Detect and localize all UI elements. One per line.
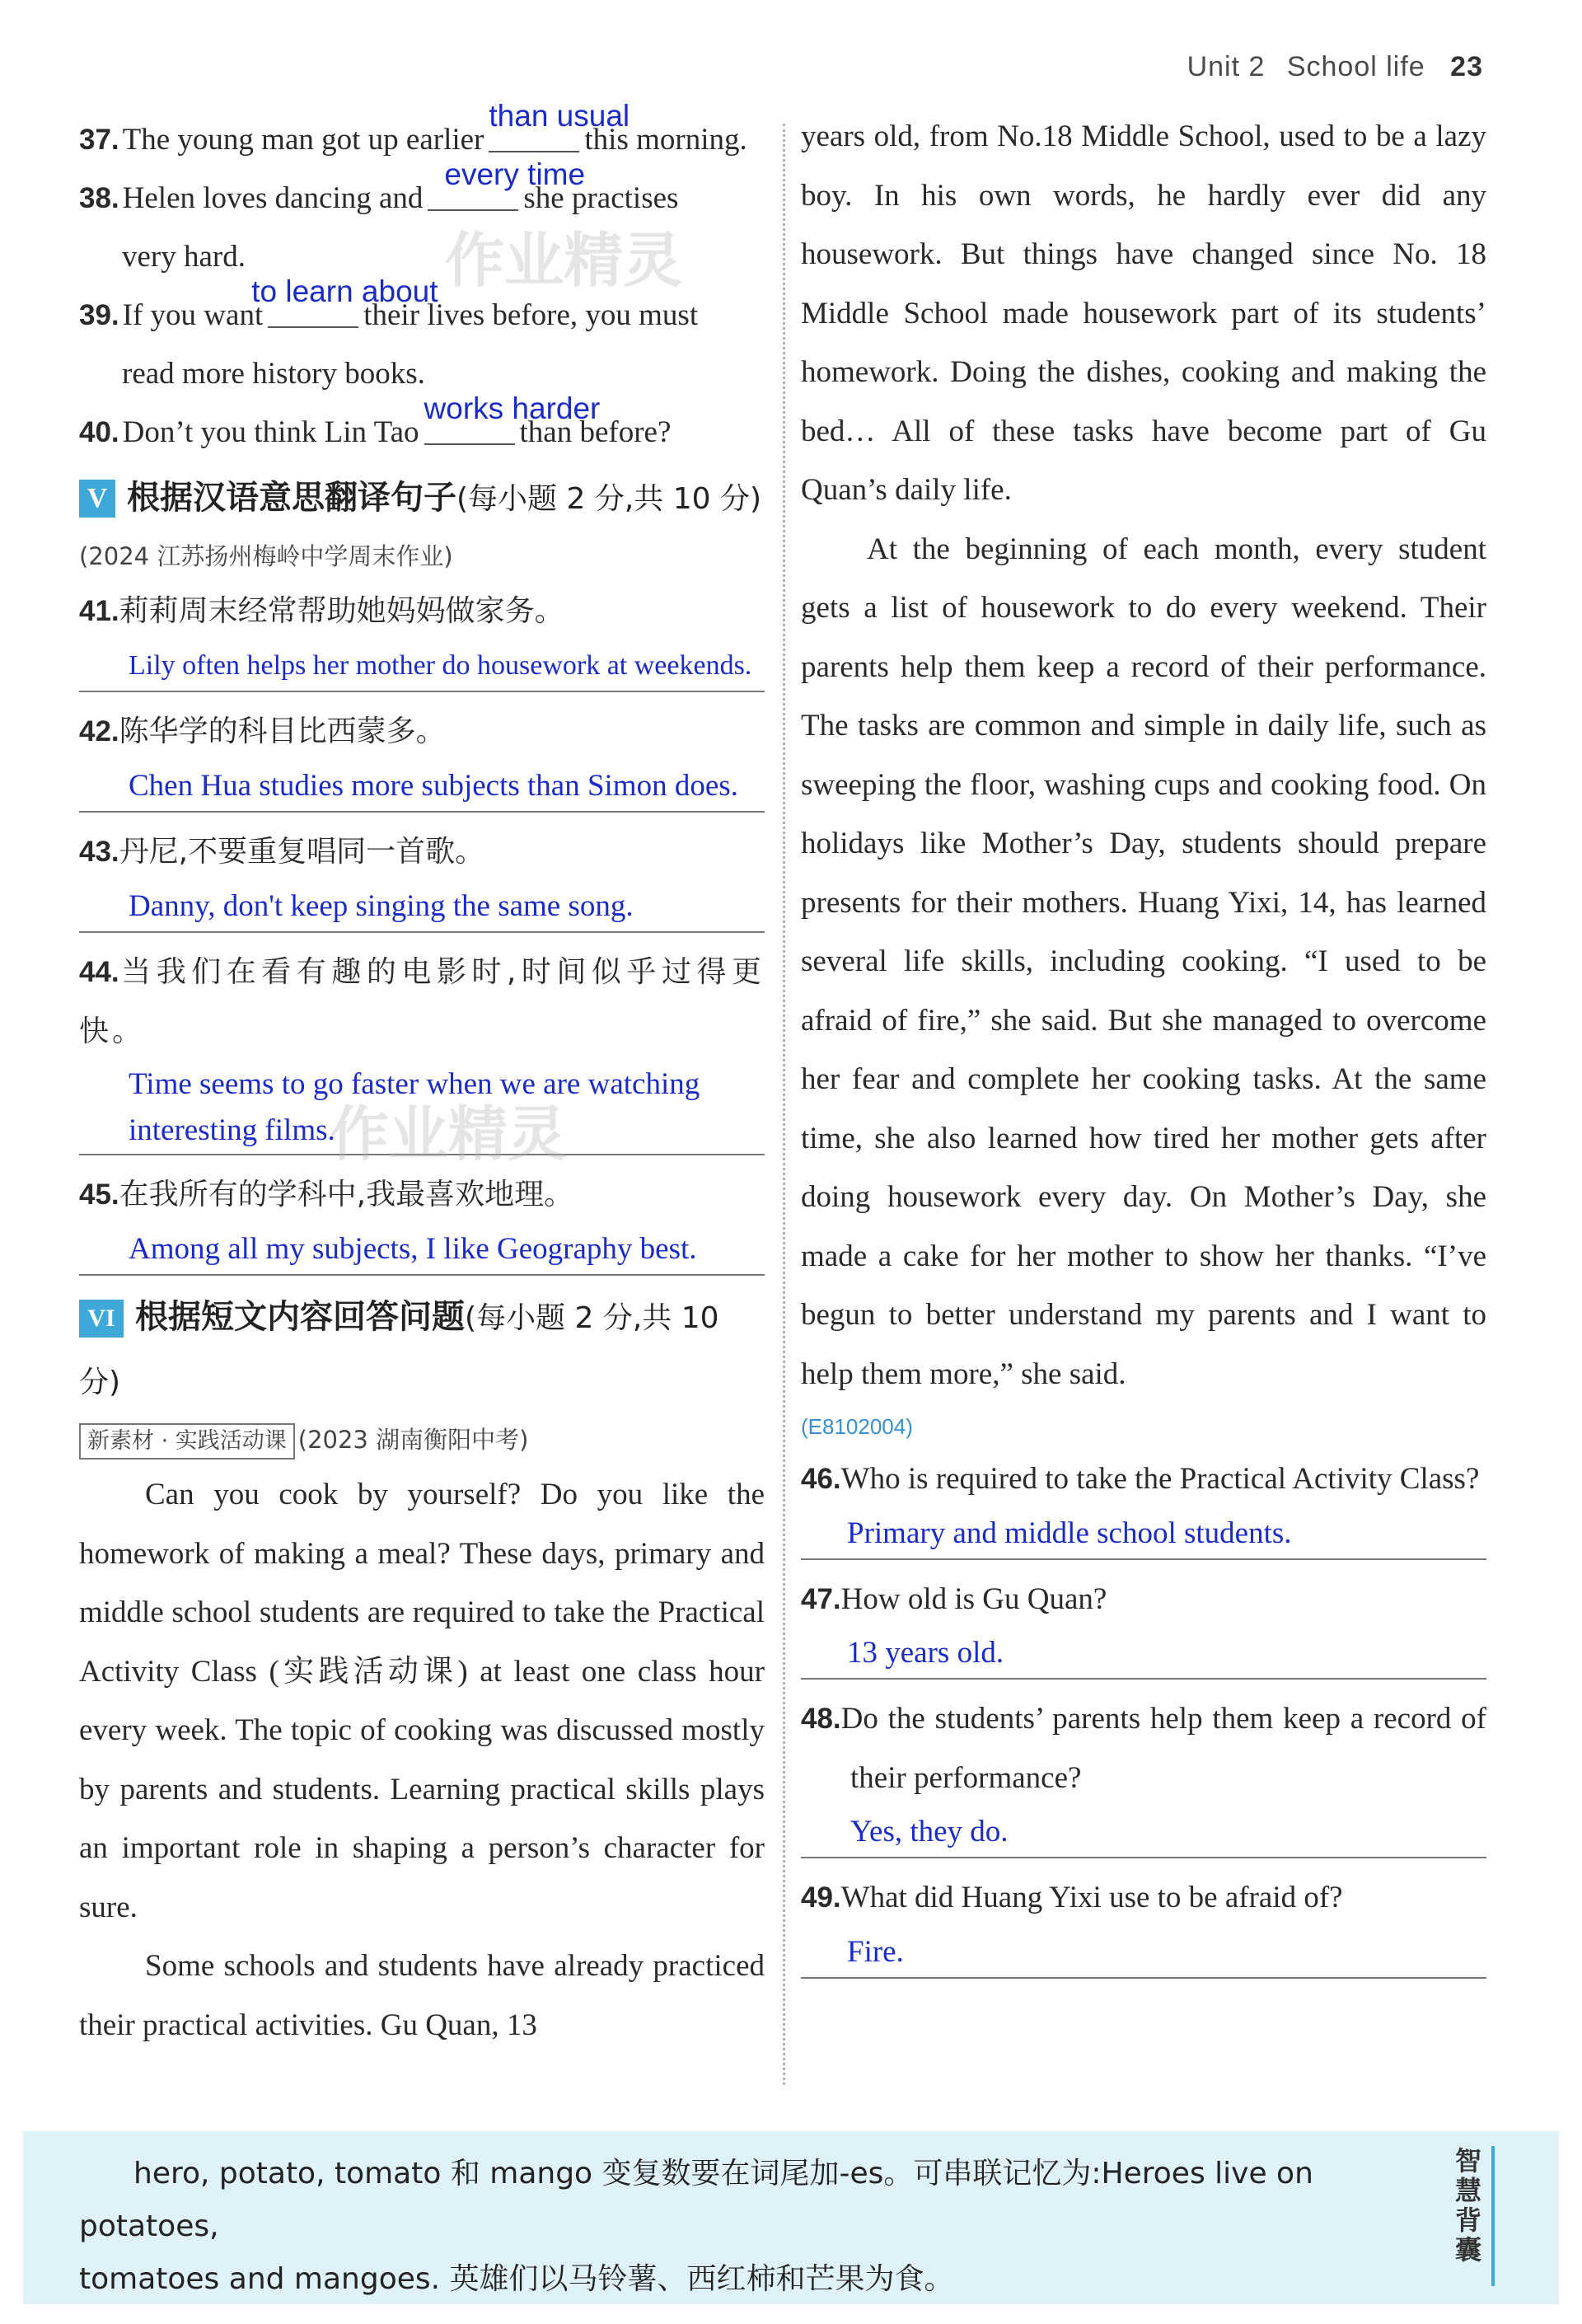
question-39 (79, 274, 765, 344)
answer-blank[interactable] (424, 391, 601, 445)
chinese-sentence: 陈华学的科目比西蒙多。 (119, 715, 446, 748)
question-number: 46. (801, 1463, 841, 1495)
section-points: (每小题 2 分,共 10 分) (456, 482, 762, 516)
chinese-sentence: 丹尼,不要重复唱同一首歌。 (119, 835, 485, 869)
watermark-logo: 作业精灵 (445, 226, 683, 295)
question-number: 37. (79, 124, 119, 156)
tip-side-label: 智慧背囊 (1454, 2145, 1481, 2265)
question-text: What did Huang Yixi use to be afraid of? (840, 1881, 1343, 1914)
translation-44 (79, 943, 765, 1155)
chinese-sentence: 莉莉周末经常帮助她妈妈做家务。 (119, 594, 564, 628)
answer-line[interactable]: Chen Hua studies more subjects than Simon does. (79, 761, 765, 813)
question-text: than before? (519, 415, 672, 449)
section-6-heading (79, 1286, 765, 1414)
question-text: this morning. (584, 123, 747, 157)
passage-paragraph-3: At the beginning of each month, every student gets a list of housework to do every weekend. Their parents help them keep a record of their performance. The tasks are common and simple in daily life, such as sweeping the floor, washing cups and cooking food. On holidays like Mother’s Day, students should prepare presents for their mothers. Huang Yixi, 14, has learned several life skills, including cooking. “I used to be afraid of fire,” she said. But she managed to overcome her fear and complete her cooking tasks. At the same time, she also learned how tired her mother gets after doing housework every day. On Mother’s Day, she made a cake for her mother to show her thanks. “I’ve begun to better understand my parents and I want to help them more,” she said. (801, 532, 1486, 1391)
question-49 (801, 1868, 1486, 1979)
question-38 (79, 157, 765, 227)
answer-line[interactable]: Danny, don't keep singing the same song. (79, 882, 765, 933)
question-number: 49. (801, 1881, 841, 1914)
answer-text: than usual (489, 99, 630, 133)
page-number: 23 (1450, 51, 1483, 82)
answer-line[interactable]: Yes, they do. (801, 1807, 1486, 1858)
question-number: 43. (79, 836, 119, 868)
question-text: Don’t you think Lin Tao (122, 415, 419, 449)
answer-blank[interactable] (428, 157, 586, 211)
unit-label: Unit 2 (1186, 51, 1266, 82)
question-number: 47. (801, 1582, 841, 1615)
question-number: 44. (79, 956, 119, 988)
right-column (801, 107, 1486, 1989)
question-text: Do the students’ parents help them keep a record of their performance? (840, 1702, 1486, 1795)
answer-line[interactable]: Fire. (801, 1928, 1486, 1979)
source-text: (2023 湖南衡阳中考) (297, 1426, 529, 1454)
question-46 (801, 1450, 1486, 1560)
chinese-sentence: 在我所有的学科中,我最喜欢地理。 (119, 1178, 574, 1211)
question-text: The young man got up earlier (122, 123, 484, 157)
question-number: 38. (79, 182, 119, 214)
translation-42 (79, 702, 765, 813)
question-38-cont: very hard. (122, 240, 246, 274)
answer-blank[interactable] (489, 99, 630, 152)
tip-line-1: hero, potato, tomato 和 mango 变复数要在词尾加-es。可串联记忆为:Heroes live on potatoes, (79, 2157, 1313, 2243)
question-text: How old is Gu Quan? (840, 1581, 1107, 1616)
answer-text: to learn about (251, 274, 438, 308)
left-column (79, 99, 765, 2055)
question-text: Helen loves dancing and (122, 181, 424, 215)
answer-blank[interactable] (251, 274, 438, 328)
answer-line[interactable]: Lily often helps her mother do housework at weekends. (79, 641, 765, 692)
tip-side-bar (1491, 2146, 1495, 2286)
question-text: If you want (122, 298, 264, 332)
question-47 (801, 1570, 1486, 1680)
section-title: 根据汉语意思翻译句子 (127, 479, 456, 517)
section-source: (2024 江苏扬州梅岭中学周末作业) (79, 542, 453, 570)
section-points: (每小题 2 分,共 10 分) (79, 1301, 719, 1399)
translation-45 (79, 1165, 765, 1276)
answer-line[interactable]: Time seems to go faster when we are watching interesting films. (79, 1061, 765, 1155)
question-number: 48. (801, 1703, 841, 1735)
watermark-logo: 作业精灵 (330, 1099, 568, 1169)
section-badge: V (79, 480, 115, 518)
passage-paragraph-2-start: Some schools and students have already practiced their practical activities. Gu Quan, 13 (79, 1949, 765, 2042)
question-48 (801, 1689, 1486, 1858)
material-tag: 新素材 · 实践活动课 (79, 1423, 295, 1460)
question-text: their lives before, you must (363, 298, 699, 332)
passage-paragraph-1: Can you cook by yourself? Do you like the homework of making a meal? These days, primary and middle school students are required to take the Practical Activity Class (实践活动课) at least one class hour every week. The topic of cooking was discussed mostly by parents and students. Learning practical skills plays an important role in shaping a person’s character for sure. (79, 1478, 765, 1924)
question-40 (79, 391, 765, 462)
question-text: she practises (523, 181, 679, 215)
passage-code: (E8102004) (801, 1414, 913, 1439)
translation-43 (79, 822, 765, 933)
answer-line[interactable]: 13 years old. (801, 1628, 1486, 1680)
section-source (79, 1414, 765, 1465)
tip-box (23, 2131, 1559, 2304)
translation-41 (79, 582, 765, 692)
section-title: 根据短文内容回答问题 (135, 1298, 465, 1336)
question-number: 42. (79, 715, 119, 747)
question-number: 40. (79, 416, 119, 448)
question-text: Who is required to take the Practical Activity Class? (840, 1462, 1480, 1496)
question-number: 45. (79, 1178, 119, 1211)
answer-line[interactable]: Primary and middle school students. (801, 1509, 1486, 1560)
tip-line-2: tomatoes and mangoes. 英雄们以马铃薯、西红柿和芒果为食。 (79, 2262, 954, 2296)
question-37 (79, 99, 765, 169)
question-39-cont: read more history books. (122, 357, 425, 391)
answer-text: every time (444, 157, 586, 191)
chinese-sentence: 当我们在看有趣的电影时,时间似乎过得更快。 (79, 955, 765, 1048)
tip-text (79, 2148, 1414, 2306)
section-5-heading (79, 466, 765, 531)
topic-label: School life (1286, 51, 1425, 82)
section-badge: VI (79, 1300, 124, 1338)
question-number: 41. (79, 595, 119, 627)
question-number: 39. (79, 299, 119, 331)
page-header (1187, 51, 1483, 83)
passage-paragraph-2-end: years old, from No.18 Middle School, used to be a lazy boy. In his own words, he hardly ever did any housework. But things have changed since No. 18 Middle School made housework part of its students’ homework. Doing the dishes, cooking and making the bed… All of these tasks have become part of Gu Quan’s daily life. (801, 119, 1486, 507)
answer-text: works harder (424, 391, 601, 425)
answer-line[interactable]: Among all my subjects, I like Geography best. (79, 1225, 765, 1276)
column-divider (783, 124, 785, 2085)
